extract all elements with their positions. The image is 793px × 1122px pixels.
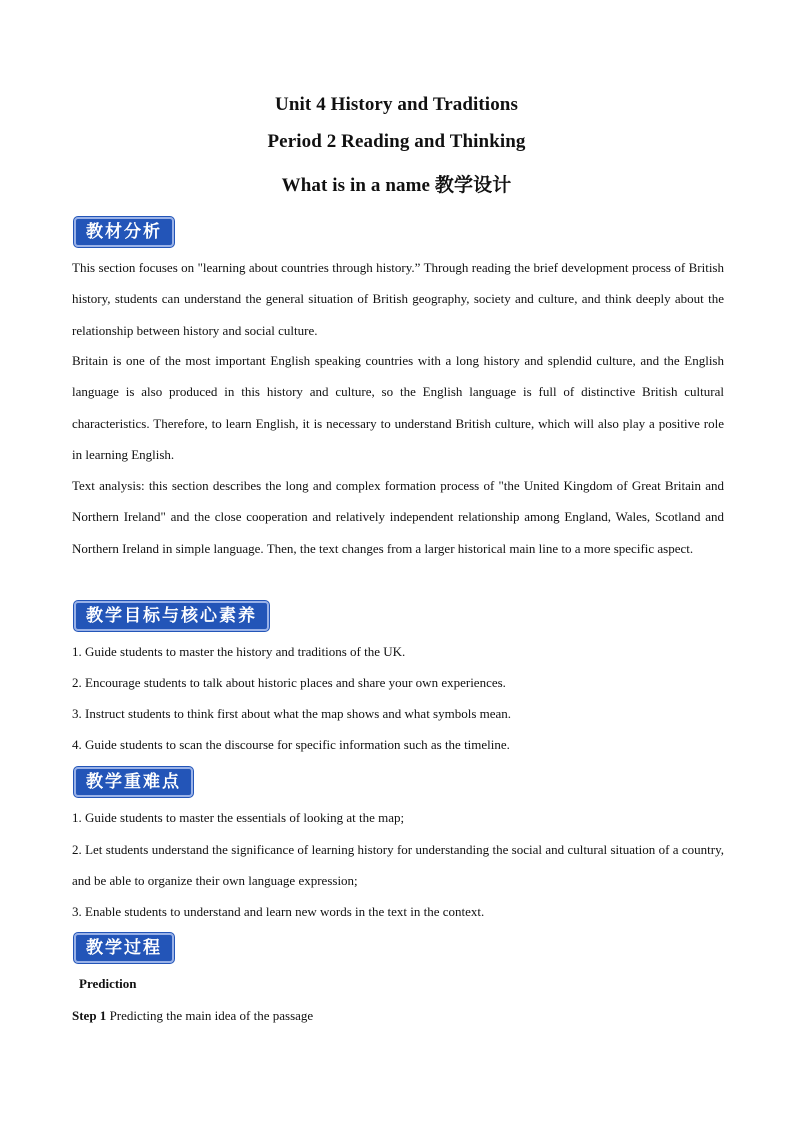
process-subheading: Prediction	[79, 976, 137, 991]
section-heading-process: 教学过程	[74, 933, 174, 963]
analysis-paragraph-3: Text analysis: this section describes the long and complex formation process of "the United Kingdom of Great Britain and Northern Ireland" and the close cooperation and relatively independent relationship among England, Wales, Scotland and Northern Ireland in simple language. Then, the text changes from a larger historical main line to a more specific aspect.	[72, 478, 724, 556]
page-title-line-3: What is in a name 教学设计	[281, 175, 512, 196]
section-heading-analysis: 教材分析	[74, 217, 174, 247]
section-heading-key-points: 教学重难点	[74, 767, 193, 797]
objective-item-3: 3. Instruct students to think first about what the map shows and what symbols mean.	[72, 706, 512, 721]
key-point-item-2: 2. Let students understand the significance of learning history for understanding the social and cultural situation of a country, and be able to organize their own language expression;	[72, 842, 724, 889]
section-heading-objectives: 教学目标与核心素养	[74, 601, 269, 631]
step-text: Predicting the main idea of the passage	[109, 1008, 314, 1023]
key-point-item-3: 3. Enable students to understand and learn new words in the text in the context.	[72, 904, 485, 919]
analysis-paragraph-2: Britain is one of the most important English speaking countries with a long history and splendid culture, and the English language is also produced in this history and culture, so the English language is full of distinctive British cultural characteristics. Therefore, to learn English, it is necessary to understand British culture, which will also play a positive role in learning English.	[72, 353, 724, 462]
key-point-item-1: 1. Guide students to master the essentials of looking at the map;	[72, 810, 405, 825]
objective-item-4: 4. Guide students to scan the discourse for specific information such as the timeline.	[72, 737, 510, 752]
page-title-line-2: Period 2 Reading and Thinking	[267, 131, 526, 152]
page-title-line-1: Unit 4 History and Traditions	[275, 94, 518, 115]
process-step-1	[72, 1006, 313, 1026]
objective-item-2: 2. Encourage students to talk about historic places and share your own experiences.	[72, 675, 506, 690]
step-label: Step 1	[72, 1008, 107, 1023]
objective-item-1: 1. Guide students to master the history and traditions of the UK.	[72, 644, 406, 659]
analysis-paragraph-1: This section focuses on "learning about countries through history.” Through reading the brief development process of British history, students can understand the general situation of British geography, society and culture, and think deeply about the relationship between history and social culture.	[72, 260, 724, 338]
